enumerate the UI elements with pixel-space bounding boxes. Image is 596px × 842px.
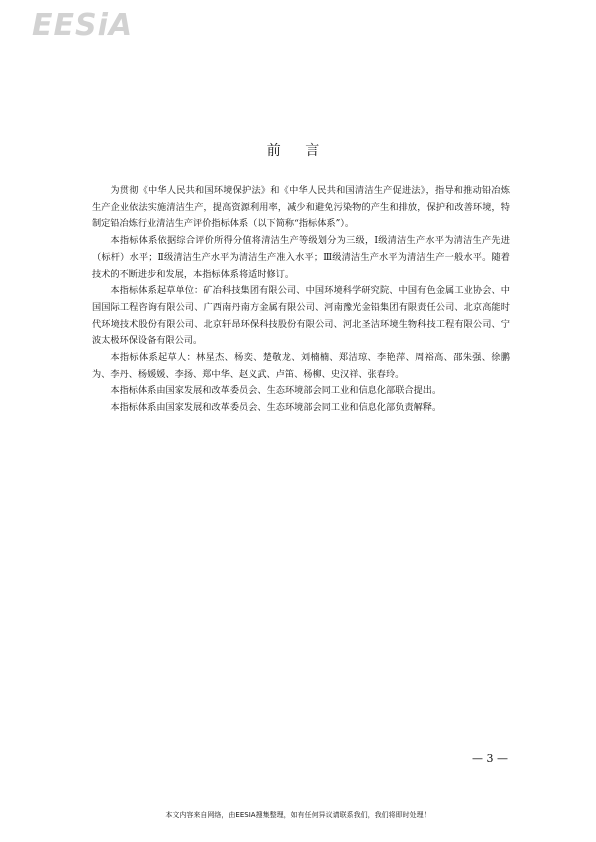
paragraph-proposed-by: 本指标体系由国家发展和改革委员会、生态环境部会同工业和信息化部联合提出。 bbox=[110, 385, 442, 397]
footer-disclaimer: 本文内容来自网络，由EESIA搜集整理，如有任何异议请联系我们，我们将即时处理！ bbox=[165, 811, 431, 819]
foreword-body bbox=[92, 183, 510, 417]
document-title: 前 言 bbox=[266, 143, 330, 159]
paragraph-drafting-units: 本指标体系起草单位：矿冶科技集团有限公司、中国环境科学研究院、中国有色金属工业协会、中国国际工程咨询有限公司、广西南丹南方金属有限公司、河南豫光金铅集团有限责任公司、北京高能时代环境技术股份有限公司、北京轩昂环保科技股份有限公司、河北圣洁环境生物科技工程有限公司、宁波太极环保设备有限公司。 bbox=[92, 285, 510, 347]
paragraph-grading: 本指标体系依据综合评价所得分值将清洁生产等级划分为三级，Ⅰ级清洁生产水平为清洁生产先进（标杆）水平；Ⅱ级清洁生产水平为清洁生产准入水平；Ⅲ级清洁生产水平为清洁生产一般水平。随着技术的不断进步和发展，本指标体系将适时修订。 bbox=[92, 235, 510, 280]
eesia-logo: EESiA bbox=[32, 8, 134, 43]
paragraph-drafters: 本指标体系起草人：林星杰、杨奕、楚敬龙、刘楠楠、郑洁琼、李艳萍、周裕高、邵朱强、徐鹏为、李丹、杨媛媛、李扬、郑中华、赵义武、卢笛、杨柳、史汉祥、张春玲。 bbox=[92, 352, 510, 380]
page-number: — 3 — bbox=[472, 752, 508, 765]
paragraph-interpreted-by: 本指标体系由国家发展和改革委员会、生态环境部会同工业和信息化部负责解释。 bbox=[110, 402, 442, 414]
paragraph-purpose: 为贯彻《中华人民共和国环境保护法》和《中华人民共和国清洁生产促进法》，指导和推动铅冶炼生产企业依法实施清洁生产，提高资源利用率，减少和避免污染物的产生和排放，保护和改善环境，特制定铅冶炼行业清洁生产评价指标体系（以下简称“指标体系”）。 bbox=[92, 185, 510, 230]
